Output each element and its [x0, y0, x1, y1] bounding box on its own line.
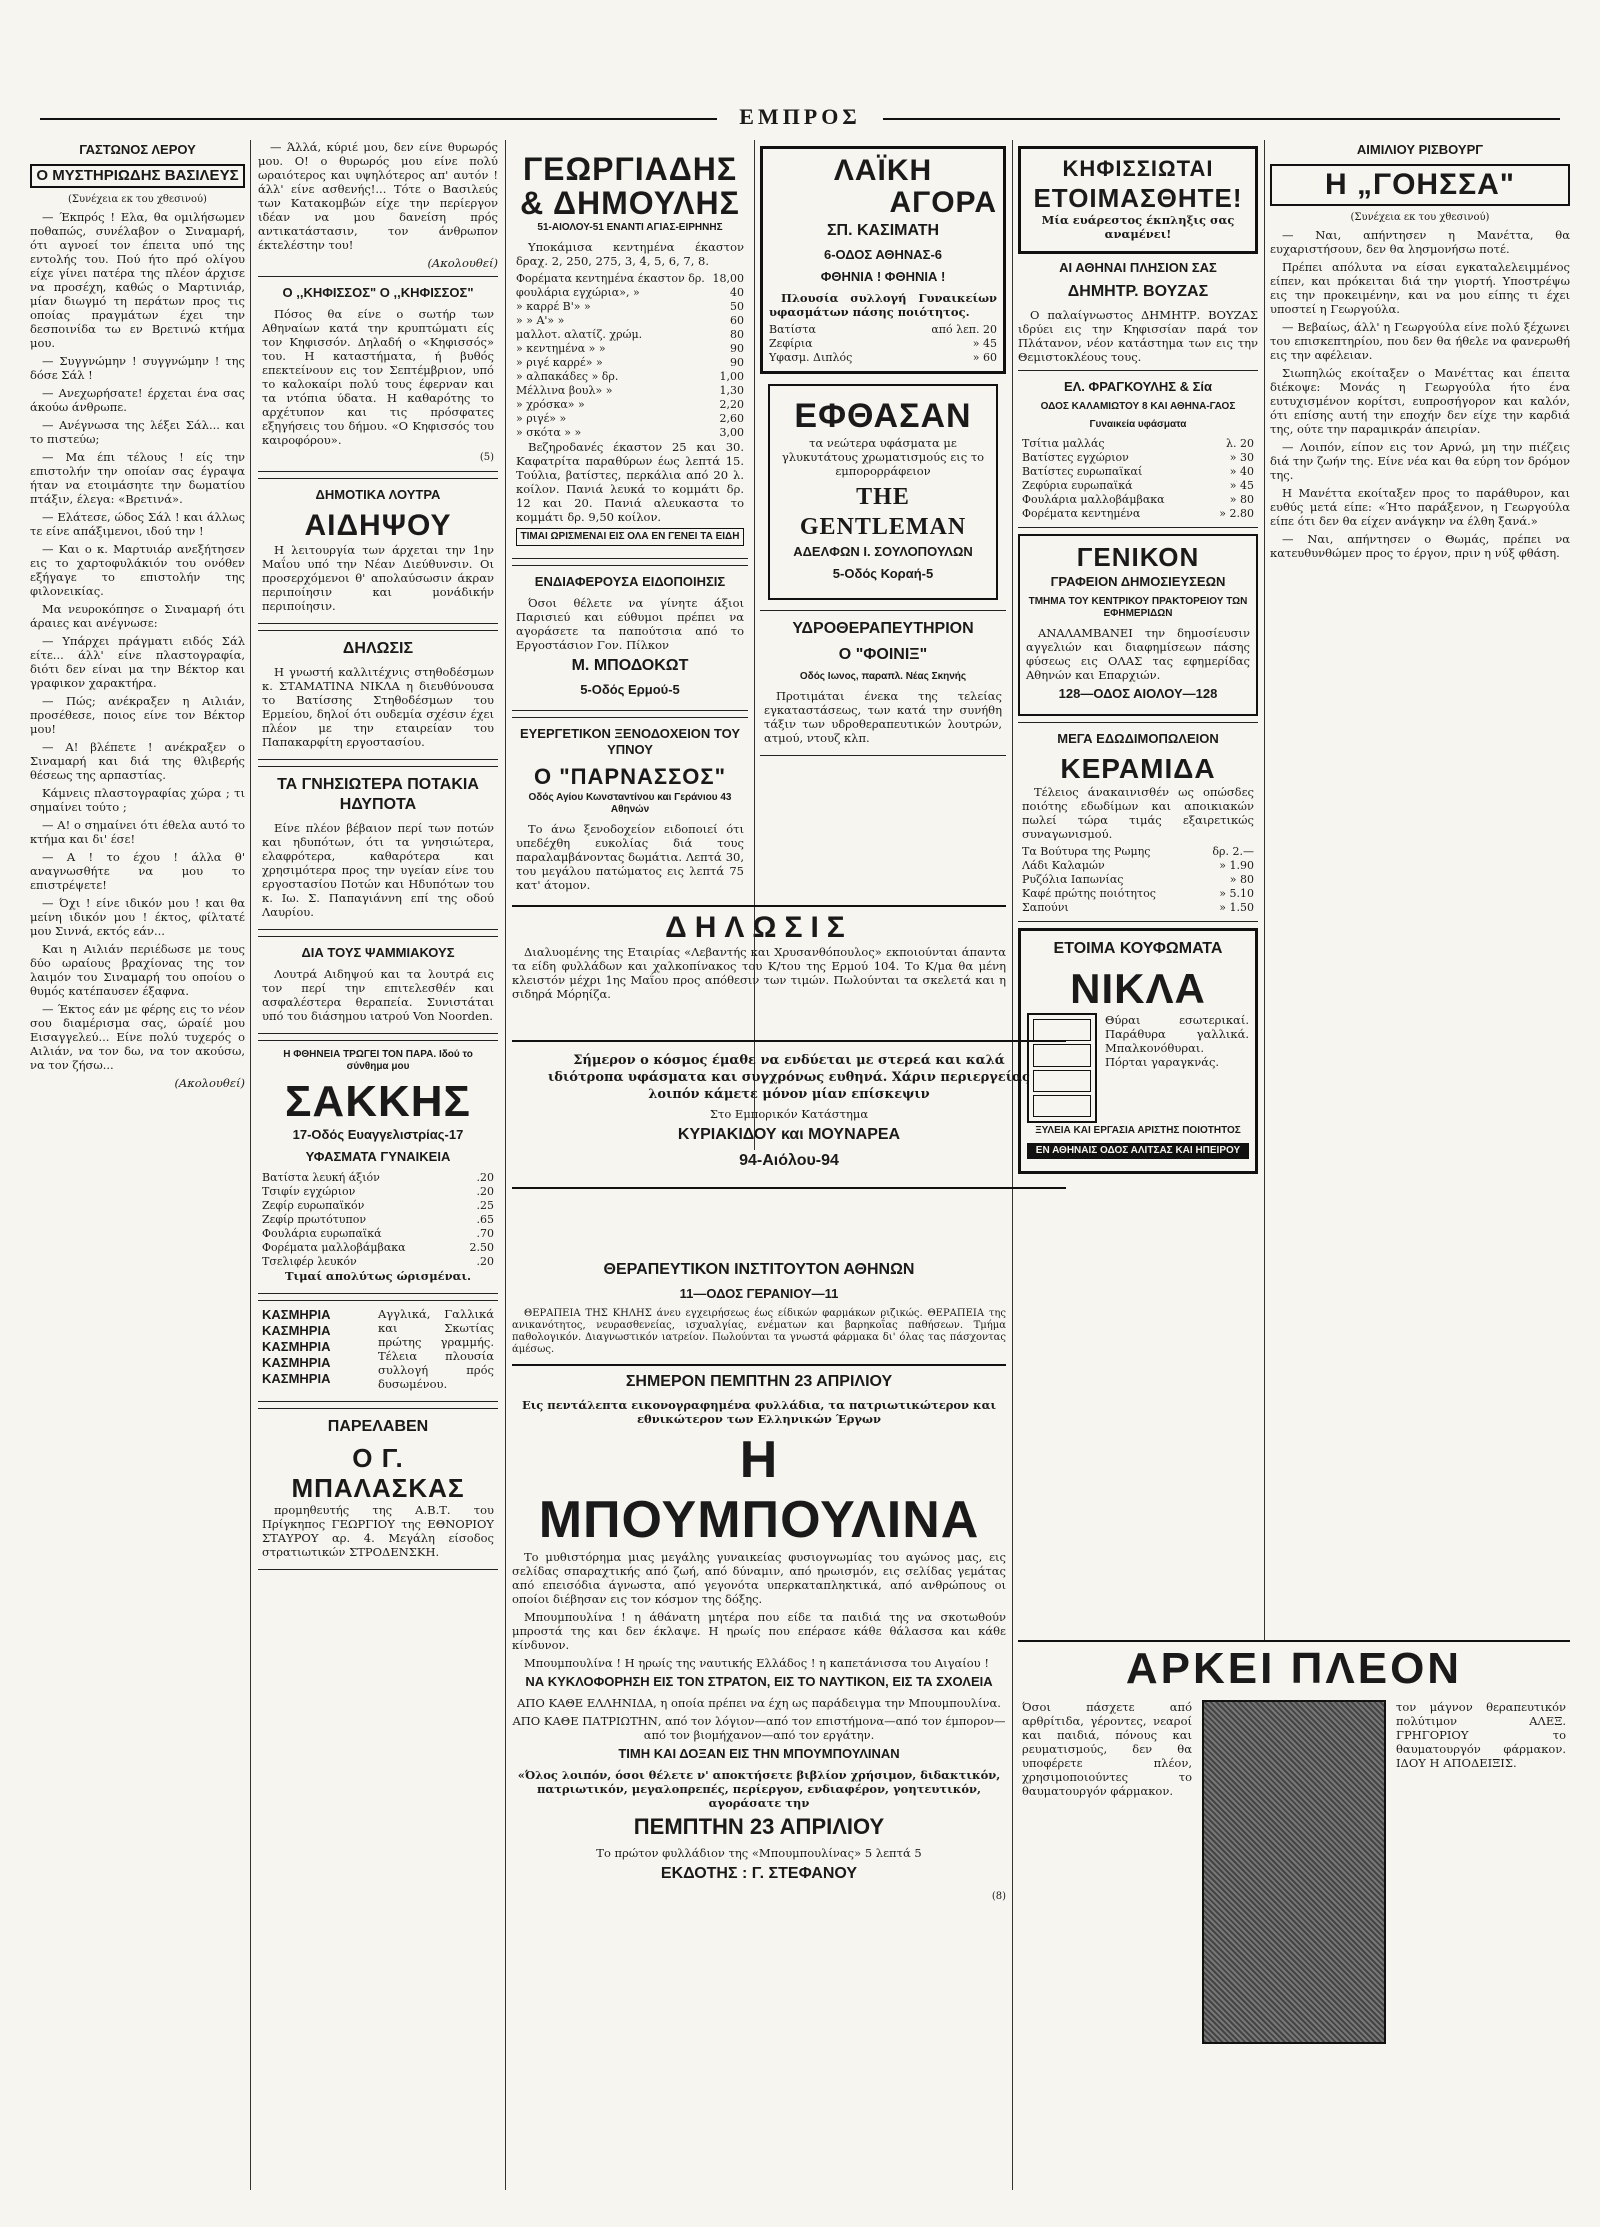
ad-nikla-name: ΝΙΚΛΑ — [1070, 965, 1206, 1012]
serial2-paragraph: Σιωπηλώς εκοίταξεν ο Μανέττας και έπειτα διέκοψε: Μονάς η Γεωργούλα ήτο ένα ευτυχισμένον κορίτσι, ευπροσήγορον και καλόν, ότι επίσης αυτή την εποχήν δεν είχε την καρδιά της, ούτε την παραμικράν άπειρίαν. — [1270, 366, 1570, 436]
column-4 — [760, 140, 1006, 900]
price-row: » ριγέ καρρέ» » 90 — [516, 356, 744, 369]
ad-boumpoulina-pubdate: ΠΕΜΠΤΗΝ 23 ΑΠΡΙΛΙΟΥ — [633, 1814, 885, 1839]
serial2-paragraph: — Λοιπόν, είπον εις τον Αρνώ, μη την πιέζεις διά την ζωήν της. Είνε νέα και θα εύρη τον δρόμον της. — [1270, 440, 1570, 482]
serial-paragraph: — Συγγνώμην ! συγγνώμην ! της δόσε Σάλ ! — [30, 354, 245, 382]
ad-kyriakidou-shop: Στο Εμπορικόν Κατάστημα — [709, 1107, 869, 1121]
price-row: » καρρέ Β'» » 50 — [516, 300, 744, 313]
column-divider — [505, 140, 506, 2190]
ad-mpodokot-name: Μ. ΜΠΟΔΟΚΩΤ — [571, 657, 689, 674]
ad-boumpoulina — [512, 1370, 1006, 2190]
ad-nikla-title: ΕΤΟΙΜΑ ΚΟΥΦΩΜΑΤΑ — [1053, 940, 1223, 957]
ad-laiki-text: Πλουσία συλλογή Γυναικείων υφασμάτων πάσης ποιότητος. — [769, 291, 997, 319]
ad-boumpoulina-title: Η ΜΠΟΥΜΠΟΥΛΙΝΑ — [538, 1431, 980, 1549]
serial-paragraph: Και η Αιλιάν περιέδωσε με τους δύο ωραίους βραχίονας της τον λαιμόν του Σιναμαρή του οποίου ο θυμός κατέπαυσεν έξαφνα. — [30, 942, 245, 998]
ad-loutra-name: ΑΙΔΗΨΟΥ — [304, 509, 452, 542]
ad-kifisiotai-title2: ΕΤΟΙΜΑΣΘΗΤΕ! — [1033, 183, 1243, 213]
door-illustration — [1027, 1013, 1097, 1123]
price-row: Καφέ πρώτης ποιότητος » 5.10 — [1022, 887, 1254, 900]
ad-kifisiotai-tagline: Μία ευάρεστος έκπληξις σας αναμένει! — [1041, 213, 1235, 241]
ad-kifisiotai-title1: ΚΗΦΙΣΣΙΩΤΑΙ — [1062, 156, 1214, 181]
newspaper-title: ΕΜΠΡΟΣ — [717, 104, 883, 130]
ad-boumpoulina-date: ΣΗΜΕΡΟΝ ΠΕΜΠΤΗΝ 23 ΑΠΡΙΛΙΟΥ — [625, 1373, 893, 1390]
ad-loutra — [258, 478, 498, 624]
ad-kyriakidou-text: Σήμερον ο κόσμος έμαθε να ενδύεται με στερεά και καλά ιδιότροπα υφάσματα και συγχρόνως ευθηνά. Χάριν περιεργείας λοιπόν κάμετε μόνον μίαν επίσκεψιν — [548, 1053, 1030, 1102]
ad-keramida-name: ΚΕΡΑΜΙΔΑ — [1060, 753, 1216, 784]
ad-foinix-address: Οδός Ιωνος, παραπλ. Νέας Σκηνής — [799, 671, 967, 682]
ad-boumpoulina-circ: ΝΑ ΚΥΚΛΟΦΟΡΗΣΗ ΕΙΣ ΤΟΝ ΣΤΡΑΤΟΝ, ΕΙΣ ΤΟ ΝΑΥΤΙΚΟΝ, ΕΙΣ ΤΑ ΣΧΟΛΕΙΑ — [525, 1674, 993, 1689]
remedy-illustration — [1202, 1700, 1386, 2044]
serial-author: ΓΑΣΤΩΝΟΣ ΛΕΡΟΥ — [79, 142, 196, 157]
ad-number: (5) — [479, 452, 494, 463]
serial2-title: Η „ΓΟΗΣΣΑ" — [1325, 168, 1515, 201]
ad-arkei-pleon — [1018, 1640, 1570, 2192]
price-row: Τσιφίν εγχώριον .20 — [262, 1185, 494, 1198]
ad-boumpoulina-honor: ΤΙΜΗ ΚΑΙ ΔΟΞΑΝ ΕΙΣ ΤΗΝ ΜΠΟΥΜΠΟΥΛΙΝΑΝ — [618, 1746, 900, 1761]
ad-boumpoulina-paragraph: Μπουμπουλίνα ! Η ηρωίς της ναυτικής Ελλάδος ! η καπετάνισσα του Αιγαίου ! — [524, 1656, 989, 1670]
ad-number: (8) — [991, 1891, 1006, 1902]
ad-loutra-title: ΔΗΜΟΤΙΚΑ ΛΟΥΤΡΑ — [315, 487, 441, 502]
ad-boumpoulina-paragraph: Μπουμπουλίνα ! η άθάνατη μητέρα που είδε τα παιδιά της να σκοτωθούν μπροστά της και δεν έκλαψε. Η ηρωίς που επέρασε κάθε θάλασσα και κάθε κίνδυνον. — [512, 1610, 1006, 1652]
ad-grafeion-sub: ΤΜΗΜΑ ΤΟΥ ΚΕΝΤΡΙΚΟΥ ΠΡΑΚΤΟΡΕΙΟΥ ΤΩΝ ΕΦΗΜΕΡΙΔΩΝ — [1028, 596, 1248, 619]
price-row: » » Α'» » 60 — [516, 314, 744, 327]
ad-frangoulis-subtitle: Γυναικεία υφάσματα — [1089, 419, 1187, 430]
ad-nikla — [1018, 928, 1258, 1174]
ad-kifisos-text: Πόσος θα είνε ο σωτήρ των Αθηναίων κατά την κρυπτώματι είς τον Κηφισσόν. Δηλαδή ο «Κηφισσός» του. Η καταστήματα, ή βυθός επεκτείνουν εις τον Σεπτέμβριον, υπό το καλοκαίρι πολύ τους έφερναν και τα ντόπια ύδατα. Η καθαρότης το αρχέτυπον και τις πρόσφατες εξηγήσεις του δήμου. «Ο Κηφισσός του καιροφόρου». — [262, 307, 494, 447]
ad-keramida — [1018, 722, 1258, 922]
serial-paragraph: — Ανέγνωσα της λέξει Σάλ... και το πιστεύω; — [30, 418, 245, 446]
serial2-subtitle: (Συνέχεια εκ του χθεσινού) — [1350, 212, 1490, 223]
ad-grafeion-text: ΑΝΑΛΑΜΒΑΝΕΙ την δημοσίευσιν αγγελιών και διαφημίσεων πάσης φύσεως εις ΟΛΑΣ τας εφημερίδας Αθηνών και Επαρχιών. — [1026, 626, 1250, 682]
ad-therapeftikon-text: ΘΕΡΑΠΕΙΑ ΤΗΣ ΚΗΛΗΣ άνευ εγχειρήσεως έως είδικών φαρμάκων ριζικώς. ΘΕΡΑΠΕΙΑ της ανικανότητος, νευρασθενείας, ισχυαλγίας, ενέματων και βαρηκοΐας παθήσεων. Τμήμα παθολογικόν. Διαγνωστικόν ιατρείον. Πωλούνται τα γνωστά φάρμακα δι' όλας τας πάσχοντας άμέσως. — [512, 1308, 1006, 1355]
serial2-paragraph: Πρέπει απόλυτα να είσαι εγκαταλελειμμένος είπεν, και πρόκειται διά την γιορτή. Υποστρέψω εις την προκειμένην, και να μου είπης τι έχει υποστεί η Γεωργούλα. — [1270, 260, 1570, 316]
ad-psammiakous-title: ΔΙΑ ΤΟΥΣ ΨΑΜΜΙΑΚΟΥΣ — [301, 945, 455, 960]
ad-georgiadis-title1: ΓΕΩΡΓΙΑΔΗΣ — [522, 151, 738, 187]
ad-parnassos-name: Ο "ΠΑΡΝΑΣΣΟΣ" — [533, 764, 727, 789]
ad-frangoulis — [1018, 370, 1258, 528]
price-row: Φορέματα κεντημένα » 2.80 — [1022, 507, 1254, 520]
ad-parelaven-name: Ο Γ. ΜΠΑΛΑΣΚΑΣ — [291, 1443, 465, 1503]
ad-kyriakidou-address: 94-Αιόλου-94 — [739, 1152, 839, 1169]
price-row: φουλάρια εγχώρια», » 40 — [516, 286, 744, 299]
ad-nikla-address: ΕΝ ΑΘΗΝΑΙΣ ΟΔΟΣ ΑΛΙΤΣΑΣ ΚΑΙ ΗΠΕΙΡΟΥ — [1027, 1143, 1249, 1159]
serial-paragraph: — Και ο κ. Μαρτυιάρ ανεξήτησεν εις το χαρτοφυλάκιόν του ονόθεν εξήγαγε το επιστολήν της φιλονεικίας. — [30, 542, 245, 598]
ad-boumpoulina-quote: «Όλος λοιπόν, όσοι θέλετε ν' αποκτήσετε βιβλίον χρήσιμον, διδακτικόν, πατριωτικόν, μεγαλοπρεπές, περίεργον, ενδιαφέρον, γοητευτικόν, αγοράσατε την — [517, 1768, 1001, 1810]
price-row: Σαπούνι » 1.50 — [1022, 901, 1254, 914]
ad-gentleman-owner: ΑΔΕΛΦΩΝ Ι. ΣΟΥΛΟΠΟΥΛΩΝ — [793, 544, 973, 559]
ad-gentleman-title: ΕΦΘΑΣΑΝ — [794, 397, 972, 435]
ad-sakkis-title: ΣΑΚΚΗΣ — [285, 1077, 471, 1126]
ad-mpodokot-title: ΕΝΔΙΑΦΕΡΟΥΣΑ ΕΙΔΟΠΟΙΗΣΙΣ — [534, 574, 726, 589]
ad-psammiakous-text: Λουτρά Αιδηψού και τα λουτρά εις τον περί την επιτελεσθέν και ασφαλέστερα θεραπεία. Συνιστάται υπό του διάσημου ιατρού Von Noorden. — [262, 967, 494, 1023]
ad-kifisos — [258, 276, 498, 472]
ad-gentleman-text: τα νεώτερα υφάσματα με γλυκυτάτους χρωματισμούς εις το εμπορορράφειον — [781, 436, 985, 478]
serial-paragraph: — Ανεχωρήσατε! έρχεται ένα σας άκούω άνθρωπε. — [30, 386, 245, 414]
ad-boumpoulina-intro: Εις πεντάλεπτα εικονογραφημένα φυλλάδια, τα πατριωτικώτερον και εθνικώτερον των Ελληνικών Έργων — [521, 1398, 997, 1426]
ad-sakkis-pretitle: Η ΦΘΗΝΕΙΑ ΤΡΩΓΕΙ ΤΟΝ ΠΑΡΑ. Ιδού το σύνθημα μου — [283, 1049, 473, 1072]
price-row: Φουλάρια μαλλοβάμβακα » 80 — [1022, 493, 1254, 506]
serial-paragraph: — Όχι ! είνε ιδικόν μου ! και θα μείνη ιδικόν μου ! έκτος, φίλτατέ μου Σιννά, εκτός εάν... — [30, 896, 245, 938]
ad-dilosis-title: ΔΗΛΩΣΙΣ — [342, 640, 414, 657]
ad-parelaven — [258, 1408, 498, 1570]
column-divider — [250, 140, 251, 2190]
column-3 — [512, 140, 748, 900]
serial-paragraph: Κάμνεις πλαστογραφίας χώρα ; τι σημαίνει τούτο ; — [30, 786, 245, 814]
ad-potakia — [258, 766, 498, 930]
ad-frangoulis-title: ΕΛ. ΦΡΑΓΚΟΥΛΗΣ & Σία — [1063, 379, 1213, 394]
ad-boumpoulina-line2: ΑΠΟ ΚΑΘΕ ΠΑΤΡΙΩΤΗΝ, από τον λόγιον—από τον επιστήμονα—από τον έμπορον—από τον βιομήχανον—από τον εργάτην. — [512, 1714, 1006, 1742]
ad-therapeftikon-address: 11—ΟΔΟΣ ΓΕΡΑΝΙΟΥ—11 — [679, 1286, 839, 1301]
ad-laiki-title2: ΑΓΟΡΑ — [889, 186, 997, 219]
serial-paragraph: — Πώς; ανέκραξεν η Αιλιάν, προσέθεσε, ποιος είνε τον Βέκτορ μου! — [30, 694, 245, 736]
price-row: Τα Βούτυρα της Ρωμης δρ. 2.— — [1022, 845, 1254, 858]
ad-psammiakous — [258, 936, 498, 1034]
serial-paragraph: Μα νευροκόπησε ο Σιναμαρή ότι άραιες και ανέγνωσε: — [30, 602, 245, 630]
price-row: Τσίτια μαλλάς λ. 20 — [1022, 437, 1254, 450]
ad-potakia-text: Είνε πλέον βέβαιον περί των ποτών και ηδυπότων, ότι τα γνησιώτερα, ελαφρότερα, καθαρότερα και χρησιμότερα προς την υγείαν είνε του εργοστασίου Ποτών και Ηδυπότων του κ. Ιω. Σ. Παπαγιάννη επί της οδού Λαυρίου. — [262, 821, 494, 919]
ad-laiki-title1: ΛΑΪΚΗ — [833, 154, 933, 187]
ad-arkei-text-left: Όσοι πάσχετε από αρθρίτιδα, γέροντες, νεαροί και παιδιά, πόνους και ρευματισμούς, δεν θα υποφέρετε πλέον, χρησιμοποιούντες το θαυματουργόν φάρμακον. — [1022, 1700, 1192, 1798]
ad-kifisiotai — [1018, 146, 1258, 254]
ad-arkei-title: ΑΡΚΕΙ ΠΛΕΟΝ — [1125, 1644, 1463, 1693]
price-row: Ζεφίρια » 45 — [769, 337, 997, 350]
ad-parelaven-title: ΠΑΡΕΛΑΒΕΝ — [327, 1418, 429, 1435]
ad-kyriakidou-name: ΚΥΡΙΑΚΙΔΟΥ και ΜΟΥΝΑΡΕΑ — [677, 1126, 901, 1143]
serial-title: Ο ΜΥΣΤΗΡΙΩΔΗΣ ΒΑΣΙΛΕΥΣ — [36, 167, 239, 184]
ad-sakkis-subtitle: ΥΦΑΣΜΑΤΑ ΓΥΝΑΙΚΕΙΑ — [305, 1149, 451, 1164]
price-row: Βατίστα από λεπ. 20 — [769, 323, 997, 336]
serial-subtitle: (Συνέχεια εκ του χθεσινού) — [68, 194, 207, 205]
price-row: Λάδι Καλαμών » 1.90 — [1022, 859, 1254, 872]
serial2-author: ΑΙΜΙΛΙΟΥ ΡΙΣΒΟΥΡΓ — [1356, 142, 1484, 157]
ad-grafeion-title2: ΓΡΑΦΕΙΟΝ ΔΗΜΟΣΙΕΥΣΕΩΝ — [1050, 574, 1226, 589]
price-row: μαλλοτ. αλατίζ. χρώμ. 80 — [516, 328, 744, 341]
ad-boumpoulina-publisher: ΕΚΔΟΤΗΣ : Γ. ΣΤΕΦΑΝΟΥ — [660, 1865, 858, 1882]
ad-kasmiria-words: ΚΑΣΜΗΡΙΑ ΚΑΣΜΗΡΙΑ ΚΑΣΜΗΡΙΑ ΚΑΣΜΗΡΙΑ ΚΑΣΜΗΡΙΑ — [262, 1307, 331, 1386]
serial-title-box — [30, 164, 245, 188]
price-row: Υφασμ. Διπλός » 60 — [769, 351, 997, 364]
price-row: Ζεφύρια ευρωπαϊκά » 45 — [1022, 479, 1254, 492]
ad-mpodokot-address: 5-Οδός Ερμού-5 — [580, 682, 680, 697]
price-row: Φορέματα κεντημένα έκαστον δρ. 18,00 — [516, 272, 744, 285]
ad-parnassos-text: Το άνω ξενοδοχείον ειδοποιεί ότι υπεδέχθη ευκολίας διά τους παραλαμβάνοντας δωμάτια. Λεπτά 30, του μεγάλου πατώματος εις λεπτά 75 κατ' άτομον. — [516, 822, 744, 892]
serial2-title-box — [1270, 164, 1570, 206]
ad-arkei-text-right: τον μάγνον θεραπευτικόν πολύτιμον ΑΛΕΞ. ΓΡΗΓΟΡΙΟΥ το θαυματουργόν φάρμακον. ΙΔΟΥ Η ΑΠΟΔΕΙΞΙΣ. — [1396, 1700, 1566, 1770]
serial2-paragraph: — Ναι, απήντησεν ο Θωμάς, πρέπει να κατευθυνθώμεν προς το έργον, πριν η νύξ φθάση. — [1270, 532, 1570, 560]
ad-foinix-text: Προτιμάται ένεκα της τελείας εγκαταστάσεως, των κατά την συνήθη τάξιν των υδροθεραπευτικών λουτρών, ατμού, ντουζ κλπ. — [764, 689, 1002, 745]
ad-grafeion-title1: ΓΕΝΙΚΟΝ — [1076, 542, 1200, 572]
price-row: Μέλλινα βουλ» » 1,30 — [516, 384, 744, 397]
ad-parnassos-title: ΕΥΕΡΓΕΤΙΚΟΝ ΞΕΝΟΔΟΧΕΙΟΝ ΤΟΥ ΥΠΝΟΥ — [519, 726, 741, 757]
ad-georgiadis-address: 51-ΑΙΟΛΟΥ-51 ΕΝΑΝΤΙ ΑΓΙΑΣ-ΕΙΡΗΝΗΣ — [537, 222, 723, 233]
price-row: Βατίστες ευρωπαϊκαί » 40 — [1022, 465, 1254, 478]
serial-paragraph: — Μα έπι τέλους ! είς την επιστολήν την οποίαν σας έγραψα ήταν να ετοιμάσητε την δωματίου πτάξιν, έλεγα: «Βρετινά». — [30, 450, 245, 506]
serial-continuation-signature: (Ακολουθεί) — [427, 256, 498, 270]
ad-georgiadis-bottom: ΤΙΜΑΙ ΩΡΙΣΜΕΝΑΙ ΕΙΣ ΟΛΑ ΕΝ ΓΕΝΕΙ ΤΑ ΕΙΔΗ — [516, 528, 744, 546]
ad-sakkis — [258, 1040, 498, 1294]
ad-gentleman-address: 5-Οδός Κοραή-5 — [832, 566, 934, 581]
ad-kyriakidou — [512, 1040, 1066, 1189]
price-row: Φορέματα μαλλοβάμβακα 2.50 — [262, 1241, 494, 1254]
ad-gentleman-name: THE GENTLEMAN — [799, 484, 967, 540]
ad-foinix-name: Ο "ΦΟΙΝΙΞ" — [838, 646, 928, 663]
ad-mpodokot-text: Όσοι θέλετε να γίνητε άξιοι Παρισιεύ και εύθυμοι πρέπει να αγοράσετε τα παπούτσια από το Εργοστάσιον Γον. Πίλκον — [516, 596, 744, 652]
ad-grafeion-address: 128—ΟΔΟΣ ΑΙΟΛΟΥ—128 — [1058, 686, 1218, 701]
serial2-paragraph: Η Μανέττα εκοίταξεν προς το παράθυρον, και ευθύς μετά είπε: «Ήτο παράξενον, η Γεωργούλα είπε ότι δεν θα είχεν ανάγκην να έλθη ξανά.» — [1270, 486, 1570, 528]
ad-dilosis-wide-text: Διαλυομένης της Εταιρίας «Λεβαντής και Χρυσανθόπουλος» εκποιούνται άπαντα τα είδη φυλλάδων και χαλκοπίνακος του Κ/του της Ερμού 104. Το Κ/μα θα μένη κλειστόν μέχρι 1ης Μαΐου προς απόθεσιν των τιμών. Πωλούνται τα σκελετά και η σιδηρά Μόρηίζα. — [512, 945, 1006, 1001]
ad-foinix — [760, 610, 1006, 756]
serial-paragraph: — Ελάτεσε, ώδος Σάλ ! και άλλως τε είνε απάξιμενοι, ιδού την ! — [30, 510, 245, 538]
price-row: Ζεφίρ πρωτότυπον .65 — [262, 1213, 494, 1226]
ad-parelaven-text: προμηθευτής της Α.Β.Τ. του Πρίγκηπος ΓΕΩΡΓΙΟΥ της ΕΘΝΟΡΙΟΥ ΣΤΑΥΡΟΥ αρ. 4. Μεγάλη είσοδος στρατιωτικών ΣΤΡΟΔΕΝΣΚΗ. — [262, 1503, 494, 1559]
price-row: Βατίστες εγχώριον » 30 — [1022, 451, 1254, 464]
serial-continuation: — Άλλά, κύριέ μου, δεν είνε θυρωρός μου. Ο! ο θυρωρός μου είνε πολύ ωραιότερος και υψηλότερος απ' αυτόν ! άλλ' είνε ασθενής!... Τότε ο Βασιλεύς των Κατακομβών είχε την περίεργον ιδέαν να μου δανείση πρός αντικατάστασιν, τον άνθρωπον έκτελέστην του! — [258, 140, 498, 252]
price-row: Βατίστα λευκή άξιόν .20 — [262, 1171, 494, 1184]
ad-dilosis-text: Η γνωστή καλλιτέχνις στηθοδέσμων κ. ΣΤΑΜΑΤΙΝΑ ΝΙΚΛΑ η διευθύνουσα το Βατίσσης Στηθοδέσμων του Ερμείου, δηλοί ότι ουδεμία σχέσιν έχει πλέον με την εταιρείαν του Παπακαρφίτη εργοστασίου. — [262, 665, 494, 749]
ad-kifisos-title: Ο ,,ΚΗΦΙΣΣΟΣ" Ο ,,ΚΗΦΙΣΣΟΣ" — [282, 285, 474, 300]
column-serial-leroux — [30, 140, 245, 2190]
serial-signature: (Ακολουθεί) — [174, 1076, 245, 1090]
ad-laiki-address: 6-ΟΔΟΣ ΑΘΗΝΑΣ-6 — [823, 247, 943, 262]
serial-paragraph: — Έκτος εάν με φέρης εις το νέον σου διαμέρισμα σας, ώραίέ μου Εισαγγελεύ... Είνε πολύ τυχερός ο Αιλιάν, να τον δω, να τον ακούσω, να τον ζήσω... — [30, 1002, 245, 1072]
ad-georgiadis-intro: Υποκάμισα κεντημένα έκαστον δραχ. 2, 250, 275, 3, 4, 5, 6, 7, 8. — [516, 240, 744, 268]
price-row: » σκότα » » 3,00 — [516, 426, 744, 439]
serial-paragraph: — Α! βλέπετε ! ανέκραξεν ο Σιναμαρή και διά της θλιβερής θέσεως της αρπαστίας. — [30, 740, 245, 782]
price-row: » αλπακάδες » δρ. 1,00 — [516, 370, 744, 383]
ad-nikla-body — [1027, 1013, 1249, 1123]
serial-paragraph: — Έκπρός ! Ελα, θα ομιλήσωμεν ποθαπώς, συνέλαβον ο Σιναμαρή, ότι αγνοεί τον έπειτα υπό της εντολής του. Πού ήτο πρό ολίγου είχε γίνει πατέρα της πλέον άρχισε να προσέχη, καθώς ο Μαρτινιάρ, μίαν διωγμό τη περάτων προς τις οποίας πραγμάτων έχει την δεσποινίδα τω εν Βρετινώ κτήμα μου. — [30, 210, 245, 350]
serial-paragraph: — Α! ο σημαίνει ότι έθελα αυτό το κτήμα και δι' έσε! — [30, 818, 245, 846]
ad-gentleman — [768, 384, 998, 600]
ad-dilosis-wide-title: ΔΗΛΩΣΙΣ — [665, 911, 853, 944]
column-2 — [258, 140, 498, 2190]
ad-parnassos-address: Οδός Αγίου Κωνσταντίνου και Γεράνιου 43 Αθηνών — [528, 792, 732, 815]
ad-mpodokot — [512, 565, 748, 711]
ad-laiki-slogan: ΦΘΗΝΙΑ ! ΦΘΗΝΙΑ ! — [820, 269, 946, 284]
price-row: Ρυζόλια Ιαπωνίας » 80 — [1022, 873, 1254, 886]
ad-sakkis-footer: Τιμαί απολύτως ώρισμέναι. — [284, 1269, 472, 1283]
ad-potakia-title: ΤΑ ΓΝΗΣΙΩΤΕΡΑ ΠΟΤΑΚΙΑ ΗΔΥΠΟΤΑ — [277, 776, 479, 813]
ad-laiki-agora — [760, 146, 1006, 374]
ad-foinix-title: ΥΔΡΟΘΕΡΑΠΕΥΤΗΡΙΟΝ — [792, 620, 974, 637]
ad-boumpoulina-line1: ΑΠΟ ΚΑΘΕ ΕΛΛΗΝΙΔΑ, η οποία πρέπει να έχη ως παράδειγμα την Μπουμπουλίνα. — [517, 1696, 1001, 1710]
ad-dilosis-wide — [512, 905, 1006, 1005]
masthead — [40, 104, 1560, 134]
ad-therapeftikon-title: ΘΕΡΑΠΕΥΤΙΚΟΝ ΙΝΣΤΙΤΟΥΤΟΝ ΑΘΗΝΩΝ — [603, 1261, 915, 1278]
ad-grafeion — [1018, 534, 1258, 716]
price-row: » κεντημένα » » 90 — [516, 342, 744, 355]
ad-kifisiotai-name: ΔΗΜΗΤΡ. ΒΟΥΖΑΣ — [1067, 283, 1209, 300]
ad-kasmiria — [258, 1300, 498, 1402]
ad-nikla-text: Θύραι εσωτερικαί. Παράθυρα γαλλικά. Μπαλκονόθυραι. Πόρται γαραγκνάς. — [1105, 1013, 1249, 1069]
ad-dilosis-stamatina — [258, 630, 498, 760]
ad-boumpoulina-paragraph: Το μυθιστόρημα μιας μεγάλης γυναικείας φυσιογνωμίας του αγώνος μας, εις σελίδας σπαραχτικής από ζωή, από δύναμιν, από ηρωισμόν, εις σελίδας γεμάτας από επεισόδια άγνωστα, από γεγονότα υπερκαταπληκτικά, από ανθρώπους οι οποίοι διέβησαν εις τον κόσμον της δόξης. — [512, 1550, 1006, 1606]
ad-keramida-title: ΜΕΓΑ ΕΔΩΔΙΜΟΠΩΛΕΙΟΝ — [1057, 731, 1219, 746]
ad-laiki-name: ΣΠ. ΚΑΣΙΜΑΤΗ — [826, 222, 940, 239]
ad-sakkis-address: 17-Οδός Ευαγγελιστρίας-17 — [292, 1127, 464, 1142]
ad-nikla-footer: ΞΥΛΕΙΑ ΚΑΙ ΕΡΓΑΣΙΑ ΑΡΙΣΤΗΣ ΠΟΙΟΤΗΤΟΣ — [1035, 1125, 1241, 1136]
ad-frangoulis-address: ΟΔΟΣ ΚΑΛΑΜΙΩΤΟΥ 8 ΚΑΙ ΑΘΗΝΑ-ΓΑΟΣ — [1040, 401, 1236, 412]
ad-georgiadis — [512, 146, 748, 559]
price-row: » χρόσκα» » 2,20 — [516, 398, 744, 411]
ad-georgiadis-title2: & ΔΗΜΟΥΛΗΣ — [520, 185, 740, 221]
ad-keramida-text: Τέλειος άνακαινισθέν ως οπώσδες ποιότης εδωδίμων και αποικιακών πωλεί τώρα τιμάς εξαιρετικώς συναγωνισμού. — [1022, 785, 1254, 841]
ad-therapeftikon — [512, 1258, 1006, 1366]
serial-paragraph: — Υπάρχει πράγματι ειδός Σάλ είτε... άλλ' είνε πλαστογραφία, διότι δεν είναι μα την Βέκτορ και γραφικον χαρακτήρα. — [30, 634, 245, 690]
ad-boumpoulina-pubnote: Το πρώτον φυλλάδιον της «Μπουμπουλίνας» 5 λεπτά 5 — [596, 1846, 922, 1860]
serial2-paragraph: — Ναι, απήντησεν η Μανέττα, θα ευχαριστήσουν, δεν θα λησμονήσω ποτέ. — [1270, 228, 1570, 256]
ad-georgiadis-footer: Βεζηροδανές έκαστον 25 και 30. Καφατρίτα παραθύρων έως λεπτά 15. Τούλια, βατίστες, περκάλια από 20 λ. κοίλον. Πανιά λευκά το κομμάτι δρ. 12 και 20. Πανιά αλευκαστα το κομμάτι δρ. 9,50 κοίλον. — [516, 440, 744, 524]
ad-kifisiotai-text: Ο παλαίγνωστος ΔΗΜΗΤΡ. ΒΟΥΖΑΣ ιδρύει εις την Κηφισσίαν παρά τον Πλάτανον, νέον κατάστημα των εις την Θεμιστοκλέους τους. — [1018, 308, 1258, 364]
price-row: Τσελιφέρ λευκόν .20 — [262, 1255, 494, 1268]
ad-kasmiria-text: Αγγλικά, Γαλλικά και Σκωτίας πρώτης γραμμής. Τέλεια πλουσία συλλογή πρός δυσωμένου. — [378, 1307, 494, 1391]
ad-loutra-text: Η λειτουργία των άρχεται την 1ην Μαΐου υπό την Νέαν Διεύθυνσιν. Οι προσερχόμενοι θ' απολαύσωσιν άκραν περιποίησιν και μονάδικήν περιποίησιν. — [262, 543, 494, 613]
serial2-paragraph: — Βεβαίως, άλλ' η Γεωργούλα είνε πολύ ξέχωνει του επισκεπτηρίου, που δεν θα ήθελε να φανερωθή εις την αφέλειαν. — [1270, 320, 1570, 362]
ad-parnassos — [512, 717, 748, 900]
ad-kifisiotai-sub: ΑΙ ΑΘΗΝΑΙ ΠΛΗΣΙΟΝ ΣΑΣ — [1059, 260, 1217, 275]
price-row: Φουλάρια ευρωπαϊκά .70 — [262, 1227, 494, 1240]
serial-paragraph: — Α ! το έχου ! άλλα θ' αναγνωσθήτε να μου το επιστρέψετε! — [30, 850, 245, 892]
price-row: » ριγέ» » 2,60 — [516, 412, 744, 425]
price-row: Ζεφίρ ευρωπαϊκόν .25 — [262, 1199, 494, 1212]
